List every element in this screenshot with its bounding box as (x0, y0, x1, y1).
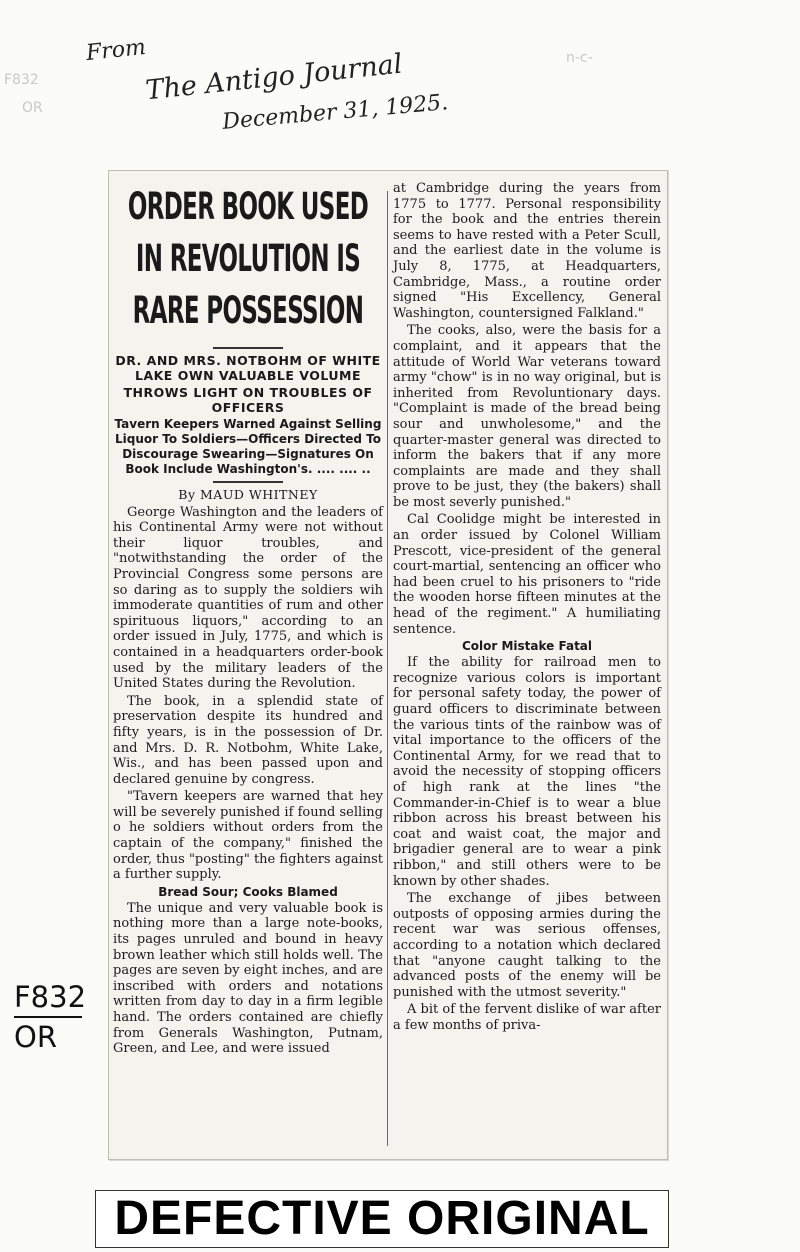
left-column (113, 181, 383, 1059)
section-heading-bread: Bread Sour; Cooks Blamed (158, 884, 338, 899)
paragraph: The cooks, also, were the basis for a complaint, and it appears that the attitude of World War veterans toward army "chow" is in no way original, but is inherited from Revoluntionary days. "Complaint is made of the bread being sour and unwholesome," and the quarter-master general was directed to inform the bakers that if any more complaints are made and they shall prove to be just, they (the bakers) shall be most severly punished." (393, 323, 661, 510)
margin-tag-code: F832 (14, 980, 87, 1014)
faint-mark-2: OR (22, 100, 43, 116)
paragraph: A bit of the fervent dislike of war after a few months of priva- (393, 1002, 661, 1033)
newspaper-clipping (108, 170, 668, 1160)
handwritten-from: From (84, 34, 148, 67)
margin-tag (14, 980, 86, 1054)
faint-mark-3: n-c- (566, 50, 593, 66)
handwritten-source: The Antigo Journal (144, 48, 404, 107)
deck: Tavern Keepers Warned Against Selling Liquor To Soldiers—Officers Directed To Discourage Swearing—Signatures On Book Include Washington's. .... .... .. (114, 417, 382, 476)
paragraph: The unique and very valuable book is nothing more than a large note-books, its pages unruled and bound in heavy brown leather which still holds well. The pages are seven by eight inches, and are inscribed with orders and notations written from day to day in a firm legible hand. The orders contained are chiefly from Generals Washington, Putnam, Green, and Lee, and were issued (113, 900, 383, 1057)
subhead-2: THROWS LIGHT ON TROUBLES OF OFFICERS (123, 385, 373, 415)
headline-line-2: IN REVOLUTION IS (135, 237, 361, 280)
paragraph: "Tavern keepers are warned that hey will be severely punished if found selling o he soldiers without orders from the captain of the company," finished the order, thus "posting" the fighters against a further supply. (113, 789, 383, 883)
defective-original-stamp: DEFECTIVE ORIGINAL (95, 1190, 669, 1248)
byline: By MAUD WHITNEY (178, 487, 318, 502)
paragraph: Cal Coolidge might be interested in an order issued by Colonel William Prescott, vice-president of the general court-martial, sentencing an officer who had been cruel to his prisoners to "ride the wooden horse fifteen minutes at the head of the regiment." A humiliating sentence. (393, 512, 661, 637)
handwritten-date: December 31, 1925. (221, 90, 450, 135)
headline (115, 181, 382, 337)
divider-2 (213, 481, 283, 483)
margin-tag-rule (14, 1016, 82, 1018)
paragraph: If the ability for railroad men to recognize various colors is important for personal safety today, the power of guard officers to discriminate between the various tints of the rainbow was of vital importance to the officers of the Continental Army, for we read that to avoid the necessity of stopping officers of high rank at the lines "the Commander-in-Chief is to wear a blue ribbon across his breast between his coat and waist coat, the major and brigadier general are to wear a pink ribbon," and still others were to be known by other shades. (393, 655, 661, 889)
column-rule (387, 191, 388, 1146)
paragraph: The exchange of jibes between outposts of opposing armies during the recent war was serious offenses, according to a notation which declared that "anyone caught talking to the advanced posts of the enemy will be punished with the utmost severity." (393, 891, 661, 1000)
paragraph: The book, in a splendid state of preservation despite its hundred and fifty years, is in the possession of Dr. and Mrs. D. R. Notbohm, White Lake, Wis., and has been passed upon and declared genuine by congress. (113, 693, 383, 787)
faint-mark-1: F832 (4, 72, 39, 88)
right-column (393, 181, 661, 1035)
headline-line-3: RARE POSSESSION (132, 289, 364, 332)
margin-tag-suffix: OR (14, 1020, 57, 1054)
paragraph: George Washington and the leaders of his Continental Army were not without their liquor troubles, and "notwithstanding the order of the Provincial Congress some persons are so daring as to supply the soldiers wih immoderate quantities of rum and other spirituous liquors," according to an order issued in July, 1775, and which is contained in a headquarters order-book used by the military leaders of the United States during the Revolution. (113, 504, 383, 692)
section-heading-color: Color Mistake Fatal (461, 639, 593, 654)
headline-line-1: ORDER BOOK USED (127, 185, 369, 228)
divider (213, 347, 283, 349)
subhead-1: DR. AND MRS. NOTBOHM OF WHITE LAKE OWN VALUABLE VOLUME (115, 353, 381, 383)
paragraph: at Cambridge during the years from 1775 to 1777. Personal responsibility for the book and the entries therein seems to have rested with a Peter Scull, and the earliest date in the volume is July 8, 1775, at Headquarters, Cambridge, Mass., a routine order signed "His Excellency, General Washington, countersigned Falkland." (393, 181, 661, 321)
